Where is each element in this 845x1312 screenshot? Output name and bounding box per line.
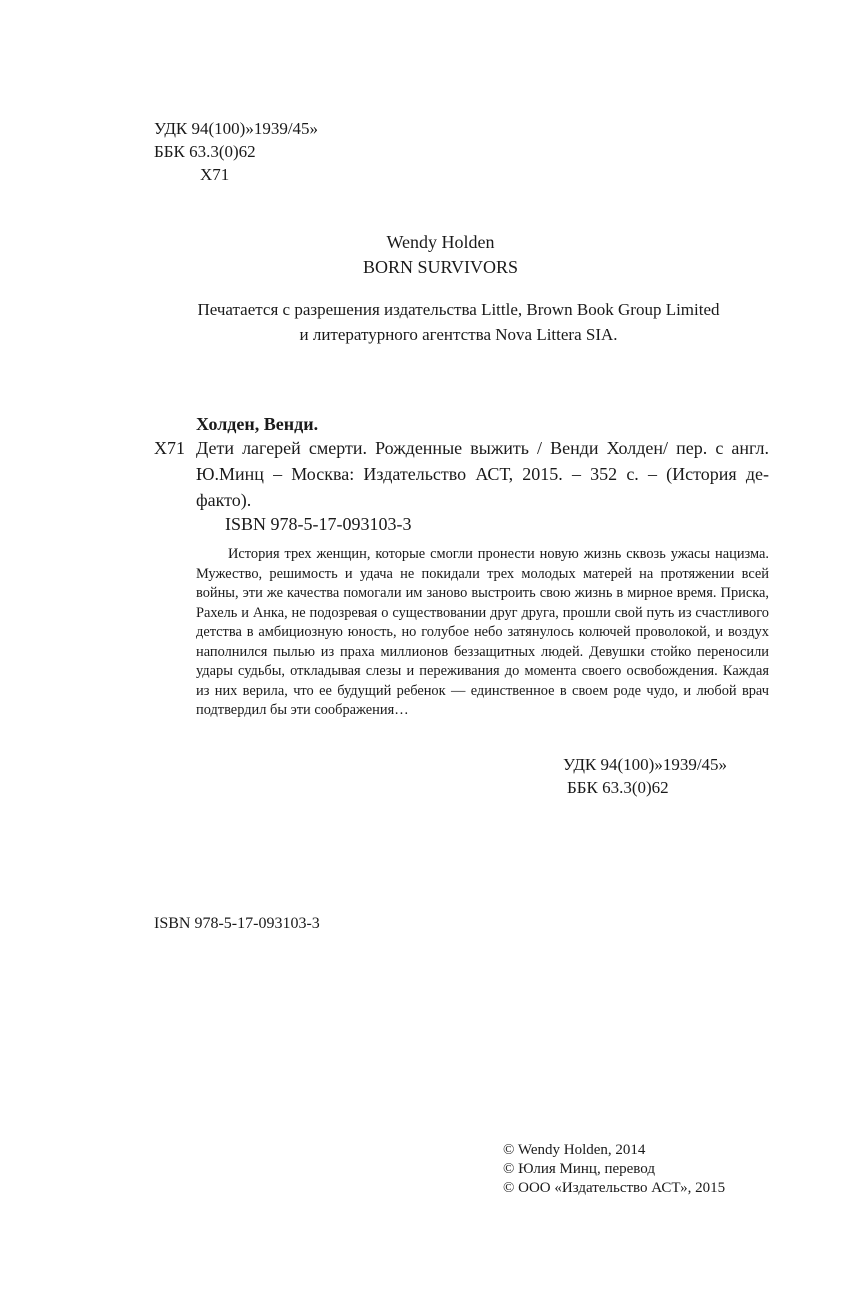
original-title: BORN SURVIVORS [362, 257, 519, 277]
annotation [196, 545, 769, 721]
annotation-text: История трех женщин, которые смогли пронести новую жизнь сквозь ужасы нацизма. Мужество, решимость и удача не покидали трех молодых матерей на протяжении всей войны, эти же качества помогали им заново выстроить свою жизнь в мирное время. Приска, Рахель и Анка, не подозревая о существовании друг друга, прошли свой путь из счастливого детства в амбициозную юность, но голубое небо затянулось колючей проволокой, и воздух наполнился пылью из праха миллионов беззащитных людей. Девушки стойко переносили удары судьбы, откладывая слезы и переживания до момента своего освобождения. Каждая из них верила, что ее будущий ребенок — единственное в своем роде чудо, и любой врач подтвердил бы эти соображения… [196, 546, 769, 718]
isbn-bottom: ISBN 978-5-17-093103-3 [154, 915, 320, 932]
bbk-top: ББК 63.3(0)62 [154, 142, 256, 161]
bbk-bottom: ББК 63.3(0)62 [567, 778, 669, 797]
isbn-record: ISBN 978-5-17-093103-3 [225, 514, 412, 534]
copyright-author: © Wendy Holden, 2014 [503, 1142, 646, 1158]
copyright-translator: © Юлия Минц, перевод [503, 1161, 655, 1177]
permission-line-1: Печатается с разрешения издательства Little, Brown Book Group Limited [197, 300, 720, 319]
bibliographic-description: Дети лагерей смерти. Рожденные выжить / Венди Холден/ пер. с англ. Ю.Минц – Москва: Издательство АСТ, 2015. – 352 с. – (История де-факто). [196, 438, 769, 510]
permission-line-2: и литературного агентства Nova Littera SIA. [299, 325, 618, 344]
original-author: Wendy Holden [386, 232, 495, 252]
udk-bottom: УДК 94(100)»1939/45» [563, 755, 728, 774]
author-mark-top: Х71 [200, 165, 230, 184]
copyright-publisher: © ООО «Издательство АСТ», 2015 [503, 1180, 726, 1196]
udk-top: УДК 94(100)»1939/45» [154, 119, 319, 138]
author-mark: Х71 [154, 438, 185, 458]
author-heading: Холден, Венди. [196, 414, 319, 434]
